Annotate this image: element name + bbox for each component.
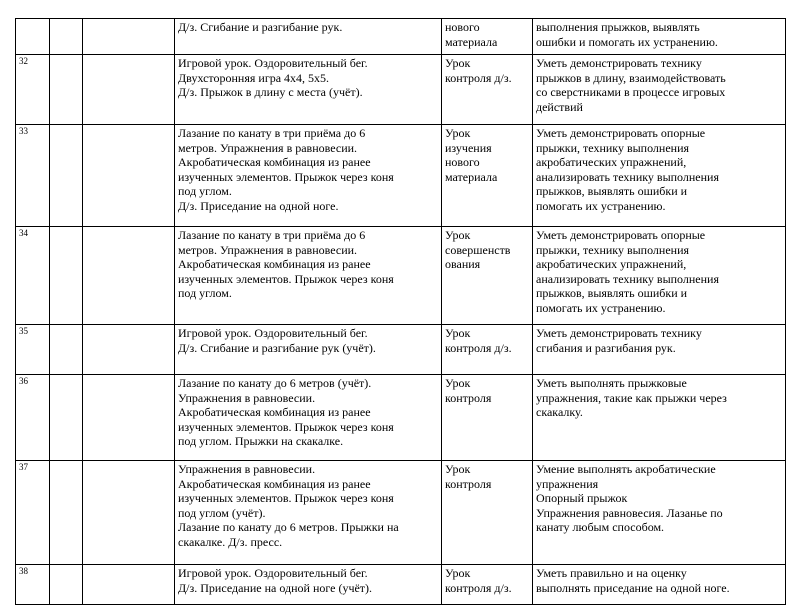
- lesson-topic-line: под углом. Прыжки на скакалке.: [178, 434, 344, 448]
- lesson-number: 38: [19, 566, 28, 576]
- skills-line: Уметь демонстрировать опорные: [536, 126, 706, 140]
- skills-line: выполнять приседание на одной ноге.: [536, 580, 730, 595]
- lesson-number-cell: [16, 227, 50, 325]
- lesson-number-cell: [16, 19, 50, 55]
- lesson-topic-line: Акробатическая комбинация из ранее: [178, 476, 371, 491]
- actual-date-cell: [83, 19, 175, 55]
- skills-line: прыжки, технику выполнения: [536, 242, 690, 257]
- lesson-type-line: контроля д/з.: [445, 340, 512, 355]
- skills-cell: [533, 227, 786, 325]
- lesson-type-line: Урок: [445, 376, 471, 390]
- actual-date-cell: [83, 227, 175, 325]
- table-row: [16, 565, 786, 605]
- skills-line: прыжков, выявлять ошибки и: [536, 286, 688, 300]
- actual-date-cell: [83, 325, 175, 375]
- table-row: [16, 19, 786, 55]
- skills-cell: [533, 565, 786, 605]
- lesson-topic-line: под углом (учёт).: [178, 505, 266, 520]
- lesson-topic-line: Упражнения в равновесии.: [178, 462, 316, 476]
- skills-line: Уметь правильно и на оценку: [536, 566, 687, 580]
- skills-line: ошибки и помогать их устранению.: [536, 34, 718, 49]
- skills-cell: [533, 375, 786, 461]
- lesson-type-line: контроля: [445, 476, 492, 491]
- lesson-topic-line: Д/з. Прыжок в длину с места (учёт).: [178, 85, 363, 99]
- lesson-type-line: материала: [445, 169, 498, 184]
- table-row: [16, 325, 786, 375]
- lesson-type-cell: [442, 461, 533, 565]
- lesson-type-line: Урок: [445, 56, 471, 70]
- actual-date-cell: [83, 375, 175, 461]
- skills-line: упражнения, такие как прыжки через: [536, 390, 727, 405]
- actual-date-cell: [83, 461, 175, 565]
- skills-line: канату любым способом.: [536, 520, 665, 534]
- lesson-number-cell: [16, 375, 50, 461]
- lesson-type-line: ования: [445, 257, 481, 271]
- lesson-number-cell: [16, 461, 50, 565]
- lesson-plan-body: [16, 19, 786, 605]
- lesson-type-line: нового: [445, 155, 480, 169]
- lesson-type-cell: [442, 325, 533, 375]
- skills-cell: [533, 125, 786, 227]
- planned-date-cell: [50, 325, 83, 375]
- skills-cell: [533, 19, 786, 55]
- lesson-topic-line: Игровой урок. Оздоровительный бег.: [178, 56, 368, 70]
- planned-date-cell: [50, 19, 83, 55]
- lesson-topic-line: Акробатическая комбинация из ранее: [178, 257, 371, 271]
- lesson-number-cell: [16, 565, 50, 605]
- skills-line: прыжков в длину, взаимодействовать: [536, 70, 726, 85]
- lesson-type-line: материала: [445, 34, 498, 49]
- skills-line: прыжки, технику выполнения: [536, 140, 690, 155]
- skills-line: упражнения: [536, 476, 599, 491]
- lesson-type-line: Урок: [445, 126, 471, 140]
- lesson-topic-cell: [175, 461, 442, 565]
- skills-line: скакалку.: [536, 405, 583, 419]
- skills-cell: [533, 55, 786, 125]
- lesson-number: 36: [19, 376, 28, 386]
- skills-line: помогать их устранению.: [536, 198, 666, 213]
- skills-line: со сверстниками в процессе игровых: [536, 85, 726, 99]
- lesson-topic-line: метров. Упражнения в равновесии.: [178, 242, 358, 257]
- skills-line: акробатических упражнений,: [536, 155, 687, 169]
- lesson-topic-line: скакалке. Д/з. пресс.: [178, 534, 283, 549]
- skills-line: Умение выполнять акробатические: [536, 462, 716, 476]
- lesson-type-line: контроля: [445, 390, 492, 405]
- skills-line: прыжков, выявлять ошибки и: [536, 184, 688, 198]
- lesson-topic-line: под углом.: [178, 184, 232, 198]
- lesson-topic-line: Лазание по канату в три приёма до 6: [178, 228, 366, 242]
- lesson-topic-cell: [175, 19, 442, 55]
- lesson-type-line: нового: [445, 20, 480, 34]
- lesson-type-line: контроля д/з.: [445, 70, 512, 85]
- planned-date-cell: [50, 461, 83, 565]
- lesson-type-line: изучения: [445, 140, 492, 155]
- lesson-topic-cell: [175, 125, 442, 227]
- lesson-type-line: Урок: [445, 462, 471, 476]
- table-row: [16, 227, 786, 325]
- skills-line: Уметь демонстрировать опорные: [536, 228, 706, 242]
- lesson-topic-line: Д/з. Приседание на одной ноге (учёт).: [178, 580, 373, 595]
- lesson-topic-cell: [175, 55, 442, 125]
- lesson-type-cell: [442, 227, 533, 325]
- lesson-topic-line: изученных элементов. Прыжок через коня: [178, 169, 394, 184]
- planned-date-cell: [50, 227, 83, 325]
- lesson-topic-line: Лазание по канату в три приёма до 6: [178, 126, 366, 140]
- lesson-topic-line: Лазание по канату до 6 метров. Прыжки на: [178, 520, 399, 534]
- skills-line: помогать их устранению.: [536, 300, 666, 315]
- lesson-type-line: контроля д/з.: [445, 580, 512, 595]
- skills-line: анализировать технику выполнения: [536, 271, 719, 286]
- lesson-number: 37: [19, 462, 28, 472]
- lesson-topic-line: метров. Упражнения в равновесии.: [178, 140, 358, 155]
- lesson-type-line: Урок: [445, 326, 471, 340]
- lesson-type-cell: [442, 19, 533, 55]
- lesson-type-line: Урок: [445, 228, 471, 242]
- actual-date-cell: [83, 125, 175, 227]
- lesson-number: 33: [19, 126, 28, 136]
- lesson-number-cell: [16, 55, 50, 125]
- lesson-topic-line: Игровой урок. Оздоровительный бег.: [178, 566, 368, 580]
- lesson-topic-line: Д/з. Сгибание и разгибание рук (учёт).: [178, 340, 376, 355]
- lesson-plan-table: [15, 18, 786, 605]
- skills-line: действий: [536, 99, 583, 114]
- lesson-topic-cell: [175, 325, 442, 375]
- skills-cell: [533, 461, 786, 565]
- planned-date-cell: [50, 125, 83, 227]
- lesson-type-cell: [442, 375, 533, 461]
- lesson-type-line: совершенств: [445, 242, 511, 257]
- lesson-type-line: Урок: [445, 566, 471, 580]
- lesson-topic-line: изученных элементов. Прыжок через коня: [178, 271, 394, 286]
- lesson-topic-line: Д/з. Приседание на одной ноге.: [178, 198, 339, 213]
- lesson-type-cell: [442, 55, 533, 125]
- lesson-topic-line: Д/з. Сгибание и разгибание рук.: [178, 20, 343, 34]
- table-row: [16, 125, 786, 227]
- lesson-number: 35: [19, 326, 28, 336]
- skills-line: акробатических упражнений,: [536, 257, 687, 271]
- skills-line: Упражнения равновесия. Лазанье по: [536, 505, 723, 520]
- skills-line: анализировать технику выполнения: [536, 169, 719, 184]
- lesson-topic-line: изученных элементов. Прыжок через коня: [178, 491, 394, 505]
- lesson-topic-cell: [175, 375, 442, 461]
- skills-line: Уметь демонстрировать технику: [536, 326, 702, 340]
- skills-line: Уметь демонстрировать технику: [536, 56, 702, 70]
- planned-date-cell: [50, 375, 83, 461]
- lesson-type-cell: [442, 565, 533, 605]
- lesson-topic-line: Двухсторонняя игра 4х4, 5х5.: [178, 70, 330, 85]
- table-row: [16, 55, 786, 125]
- lesson-topic-line: Акробатическая комбинация из ранее: [178, 155, 371, 169]
- lesson-topic-line: под углом.: [178, 286, 232, 300]
- lesson-topic-line: Лазание по канату до 6 метров (учёт).: [178, 376, 372, 390]
- table-row: [16, 375, 786, 461]
- lesson-topic-line: Игровой урок. Оздоровительный бег.: [178, 326, 368, 340]
- planned-date-cell: [50, 55, 83, 125]
- actual-date-cell: [83, 565, 175, 605]
- lesson-topic-line: изученных элементов. Прыжок через коня: [178, 419, 394, 434]
- actual-date-cell: [83, 55, 175, 125]
- skills-cell: [533, 325, 786, 375]
- lesson-number-cell: [16, 125, 50, 227]
- lesson-number: 34: [19, 228, 28, 238]
- planned-date-cell: [50, 565, 83, 605]
- lesson-topic-line: Акробатическая комбинация из ранее: [178, 405, 371, 419]
- lesson-number-cell: [16, 325, 50, 375]
- lesson-topic-cell: [175, 227, 442, 325]
- lesson-number: 32: [19, 56, 28, 66]
- skills-line: выполнения прыжков, выявлять: [536, 20, 700, 34]
- skills-line: сгибания и разгибания рук.: [536, 340, 676, 355]
- skills-line: Уметь выполнять прыжковые: [536, 376, 687, 390]
- lesson-topic-cell: [175, 565, 442, 605]
- skills-line: Опорный прыжок: [536, 491, 628, 505]
- table-row: [16, 461, 786, 565]
- lesson-type-cell: [442, 125, 533, 227]
- lesson-topic-line: Упражнения в равновесии.: [178, 390, 316, 405]
